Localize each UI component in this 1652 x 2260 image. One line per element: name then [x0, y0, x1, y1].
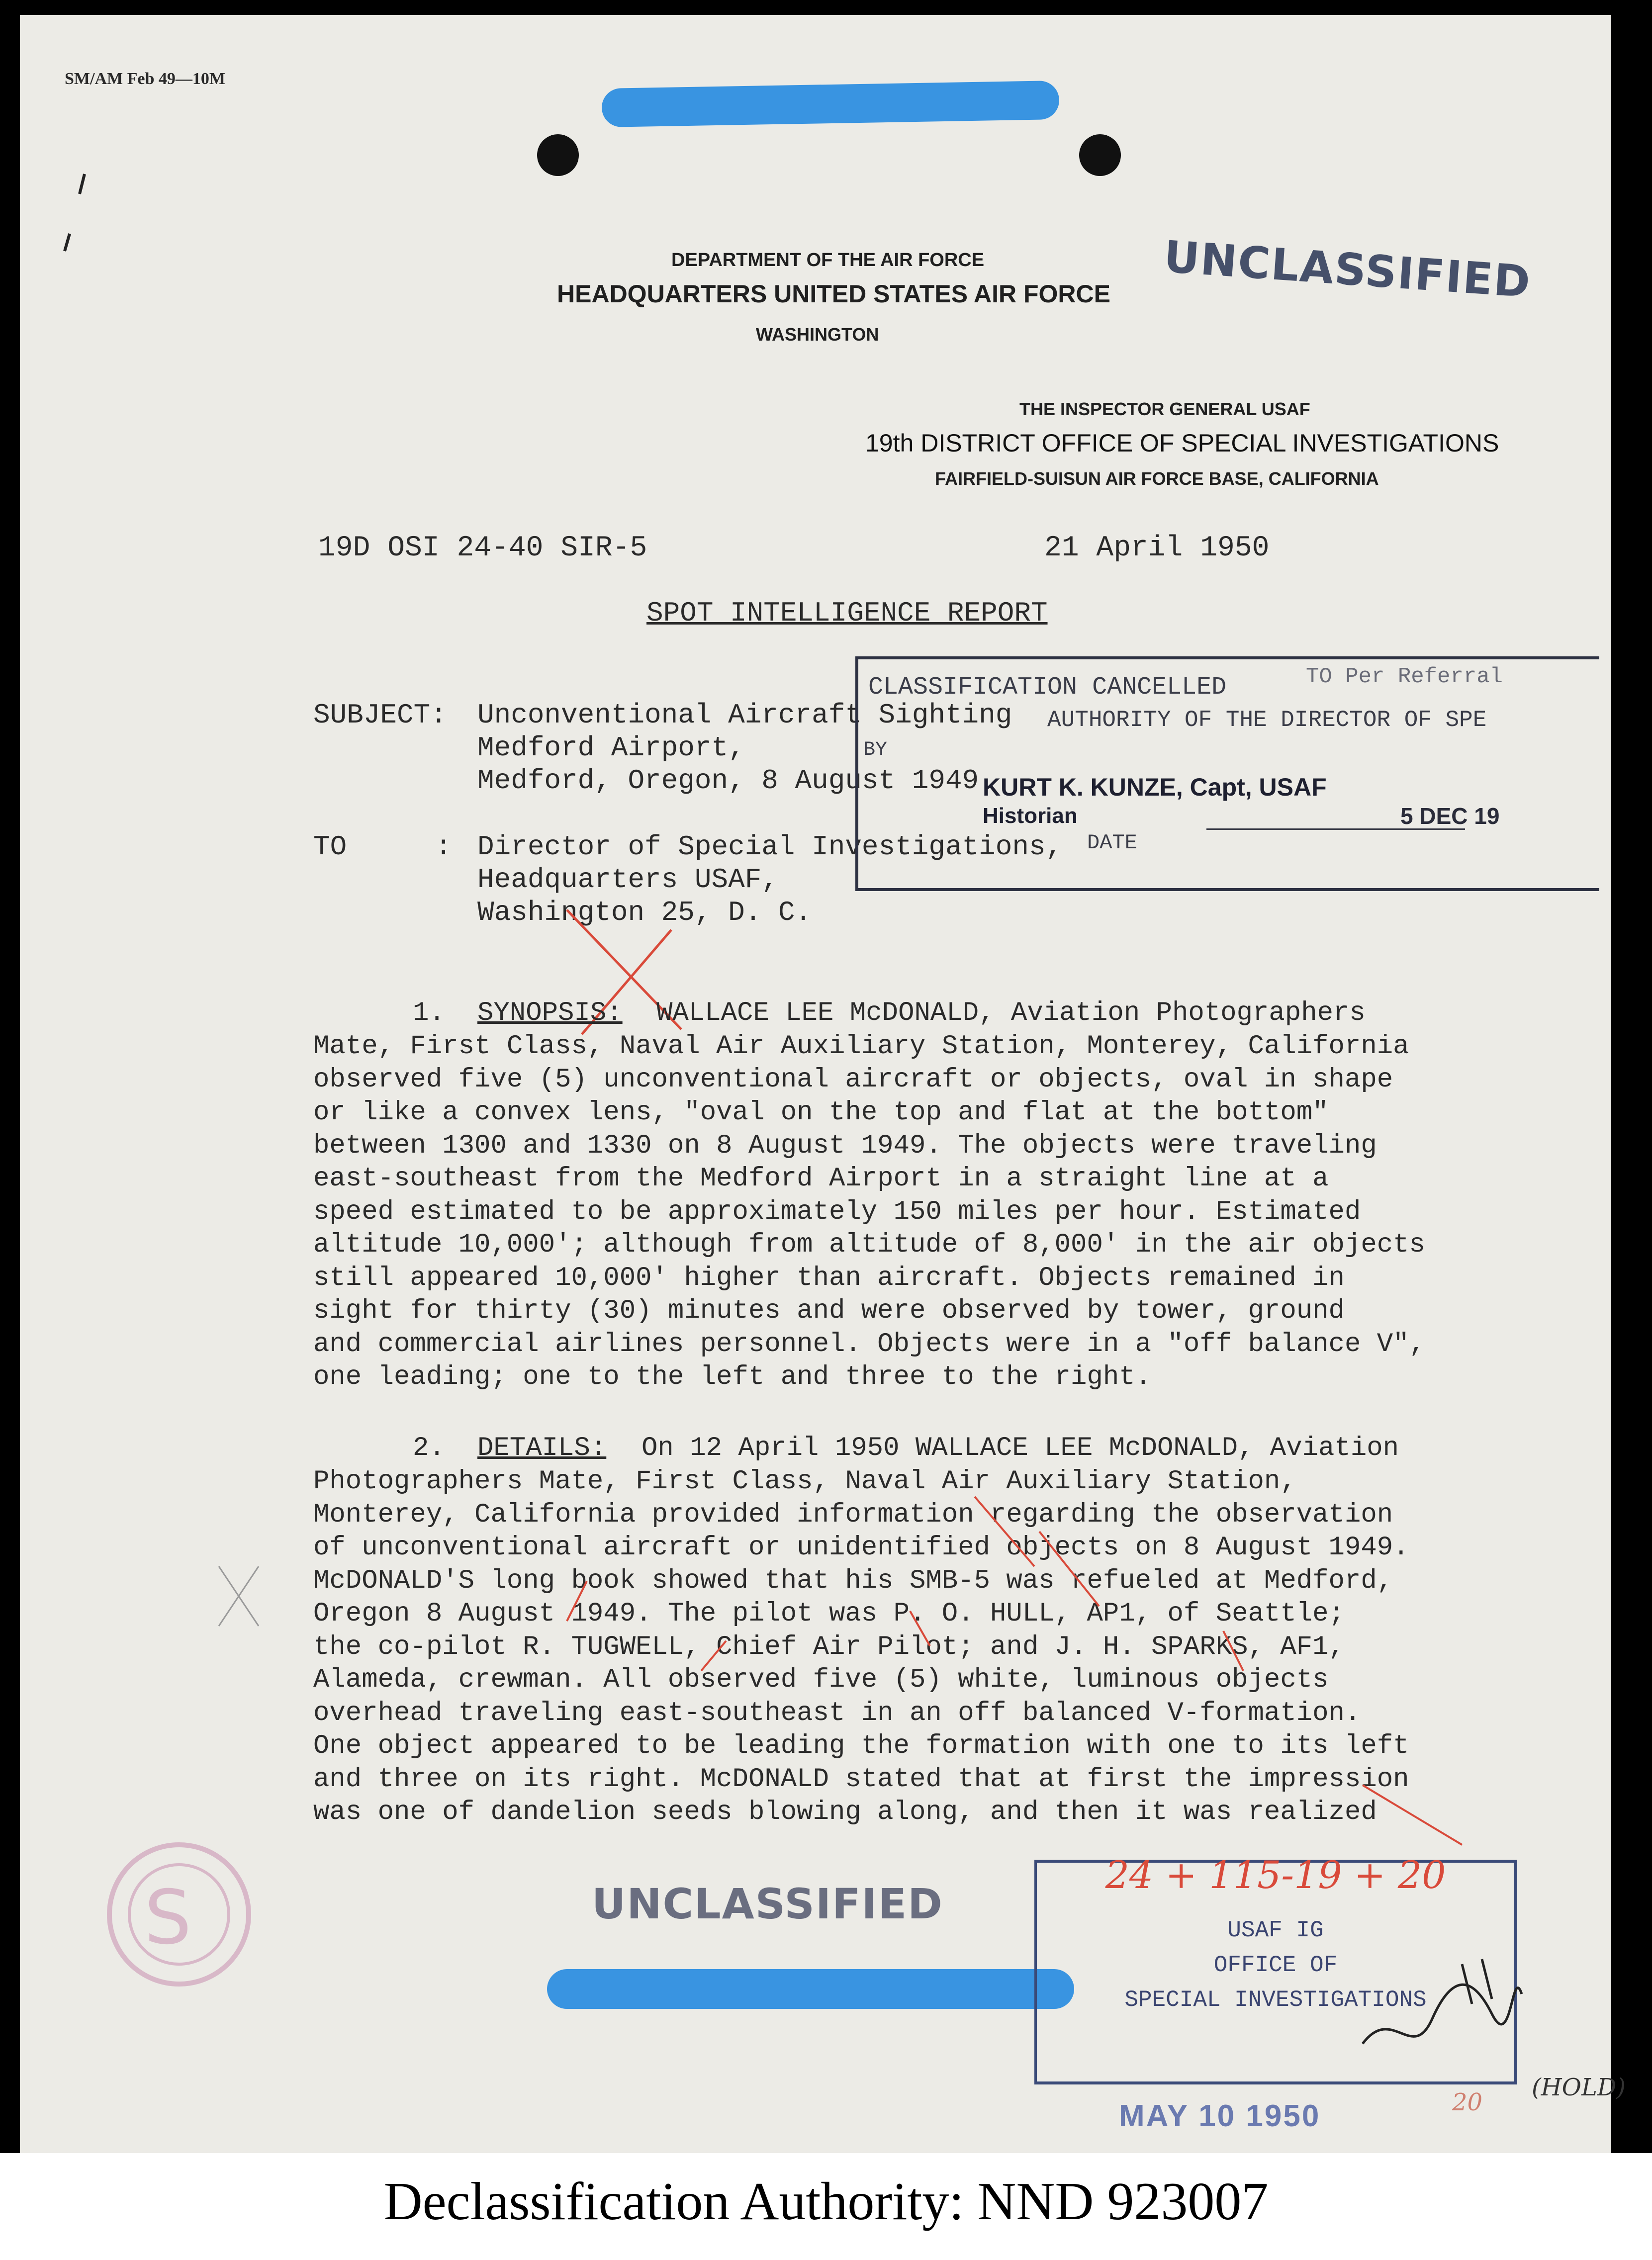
- osi-line2: OFFICE OF: [1213, 1952, 1338, 1978]
- file-reference: 19D OSI 24-40 SIR-5: [318, 532, 647, 564]
- margin-page-number: 20: [1452, 2088, 1483, 2116]
- cc-date-label: DATE: [1087, 831, 1137, 855]
- punch-hole-right: [1079, 134, 1121, 176]
- synopsis-line: between 1300 and 1330 on 8 August 1949. The objects were traveling: [313, 1130, 1377, 1161]
- osi-handwritten: 24 + 115-19 + 20: [1105, 1853, 1446, 1897]
- document-page: [20, 15, 1626, 2153]
- cc-line2: AUTHORITY OF THE DIRECTOR OF SPE: [1047, 707, 1487, 733]
- details-first-line: On 12 April 1950 WALLACE LEE McDONALD, Aviation: [642, 1433, 1399, 1463]
- to-line-2: Headquarters USAF,: [477, 864, 778, 896]
- header-headquarters: HEADQUARTERS UNITED STATES AIR FORCE: [557, 280, 1110, 308]
- office-line2: 19th DISTRICT OFFICE OF SPECIAL INVESTIGATIONS: [865, 429, 1499, 457]
- details-line: Photographers Mate, First Class, Naval Air Auxiliary Station,: [313, 1466, 1296, 1497]
- cc-line1b: TO Per Referral: [1306, 664, 1503, 689]
- classification-cancelled-stamp: [855, 656, 1599, 891]
- footer-band: [0, 2153, 1652, 2260]
- office-line1: THE INSPECTOR GENERAL USAF: [1019, 399, 1310, 419]
- synopsis-line: and commercial airlines personnel. Objects were in a "off balance V",: [313, 1329, 1425, 1359]
- report-title: SPOT INTELLIGENCE REPORT: [646, 597, 1048, 629]
- cc-line1: CLASSIFICATION CANCELLED: [868, 673, 1227, 702]
- header-department: DEPARTMENT OF THE AIR FORCE: [671, 250, 985, 271]
- osi-line1: USAF IG: [1227, 1917, 1324, 1943]
- office-line3: FAIRFIELD-SUISUN AIR FORCE BASE, CALIFORNIA: [935, 468, 1379, 489]
- details-line: was one of dandelion seeds blowing along, and then it was realized: [313, 1797, 1377, 1827]
- to-colon: :: [435, 831, 452, 863]
- details-label: DETAILS:: [477, 1433, 607, 1463]
- details-line: the co-pilot R. TUGWELL, Chief Air Pilot; and J. H. SPARKS, AF1,: [313, 1631, 1345, 1662]
- details-line: Oregon 8 August 1949. The pilot was P. O. HULL, AP1, of Seattle;: [313, 1599, 1345, 1629]
- redaction-top: [601, 81, 1059, 127]
- to-line-3: Washington 25, D. C.: [477, 897, 812, 928]
- synopsis-line: Mate, First Class, Naval Air Auxiliary Station, Monterey, California: [313, 1031, 1409, 1062]
- synopsis-label: SYNOPSIS:: [477, 998, 623, 1028]
- unclassified-stamp-bottom: UNCLASSIFIED: [592, 1880, 943, 1928]
- circle-stamp-letter: S: [144, 1875, 192, 1961]
- cc-role: Historian: [983, 804, 1078, 828]
- synopsis-line: speed estimated to be approximately 150 miles per hour. Estimated: [313, 1196, 1361, 1227]
- to-line-1: Director of Special Investigations,: [477, 831, 1063, 863]
- osi-date: MAY 10 1950: [1119, 2099, 1321, 2133]
- subject-label: SUBJECT:: [313, 699, 447, 731]
- details-line: Alameda, crewman. All observed five (5) white, luminous objects: [313, 1665, 1329, 1695]
- to-label: TO: [313, 831, 347, 863]
- declassification-authority: Declassification Authority: NND 923007: [383, 2172, 1269, 2231]
- punch-hole-left: [537, 134, 579, 176]
- subject-line-2: Medford Airport,: [477, 732, 745, 764]
- cc-by: BY: [863, 739, 888, 761]
- synopsis-line: altitude 10,000'; although from altitude of 8,000' in the air objects: [313, 1230, 1425, 1260]
- synopsis-first-line: WALLACE LEE McDONALD, Aviation Photographers: [656, 998, 1366, 1028]
- synopsis-line: sight for thirty (30) minutes and were observed by tower, ground: [313, 1296, 1345, 1326]
- signature-scribble-icon: [1353, 1944, 1532, 2074]
- synopsis-line: one leading; one to the left and three to the right.: [313, 1362, 1152, 1392]
- synopsis-line: still appeared 10,000' higher than aircraft. Objects remained in: [313, 1263, 1345, 1293]
- hold-note: (HOLD): [1532, 2074, 1626, 2101]
- osi-line3: SPECIAL INVESTIGATIONS: [1124, 1987, 1427, 2013]
- synopsis-line: east-southeast from the Medford Airport in a straight line at a: [313, 1164, 1329, 1194]
- header-city: WASHINGTON: [756, 324, 879, 345]
- cc-date-value: 5 DEC 19: [1400, 803, 1500, 829]
- details-line: Monterey, California provided information regarding the observation: [313, 1499, 1393, 1530]
- cc-name: KURT K. KUNZE, Capt, USAF: [983, 773, 1327, 801]
- margin-marks-icon: [50, 164, 109, 264]
- details-number: 2.: [413, 1433, 445, 1463]
- details-line: overhead traveling east-southeast in an off balanced V-formation.: [313, 1698, 1361, 1728]
- subject-line-3: Medford, Oregon, 8 August 1949: [477, 765, 979, 797]
- synopsis-line: or like a convex lens, "oval on the top and flat at the bottom": [313, 1097, 1329, 1128]
- unclassified-stamp-top: UNCLASSIFIED: [1162, 231, 1533, 308]
- report-date: 21 April 1950: [1044, 532, 1270, 564]
- synopsis-number: 1.: [413, 998, 445, 1028]
- details-line: of unconventional aircraft or unidentified objects on 8 August 1949.: [313, 1533, 1409, 1563]
- redaction-bottom: [547, 1969, 1074, 2009]
- synopsis-line: observed five (5) unconventional aircraft or objects, oval in shape: [313, 1064, 1393, 1095]
- form-number: SM/AM Feb 49—10M: [65, 70, 225, 88]
- details-line: and three on its right. McDONALD stated that at first the impression: [313, 1764, 1409, 1795]
- details-line: One object appeared to be leading the formation with one to its left: [313, 1731, 1409, 1761]
- subject-line-1: Unconventional Aircraft Sighting: [477, 699, 1012, 731]
- details-line: McDONALD'S long book showed that his SMB-5 was refueled at Medford,: [313, 1565, 1393, 1596]
